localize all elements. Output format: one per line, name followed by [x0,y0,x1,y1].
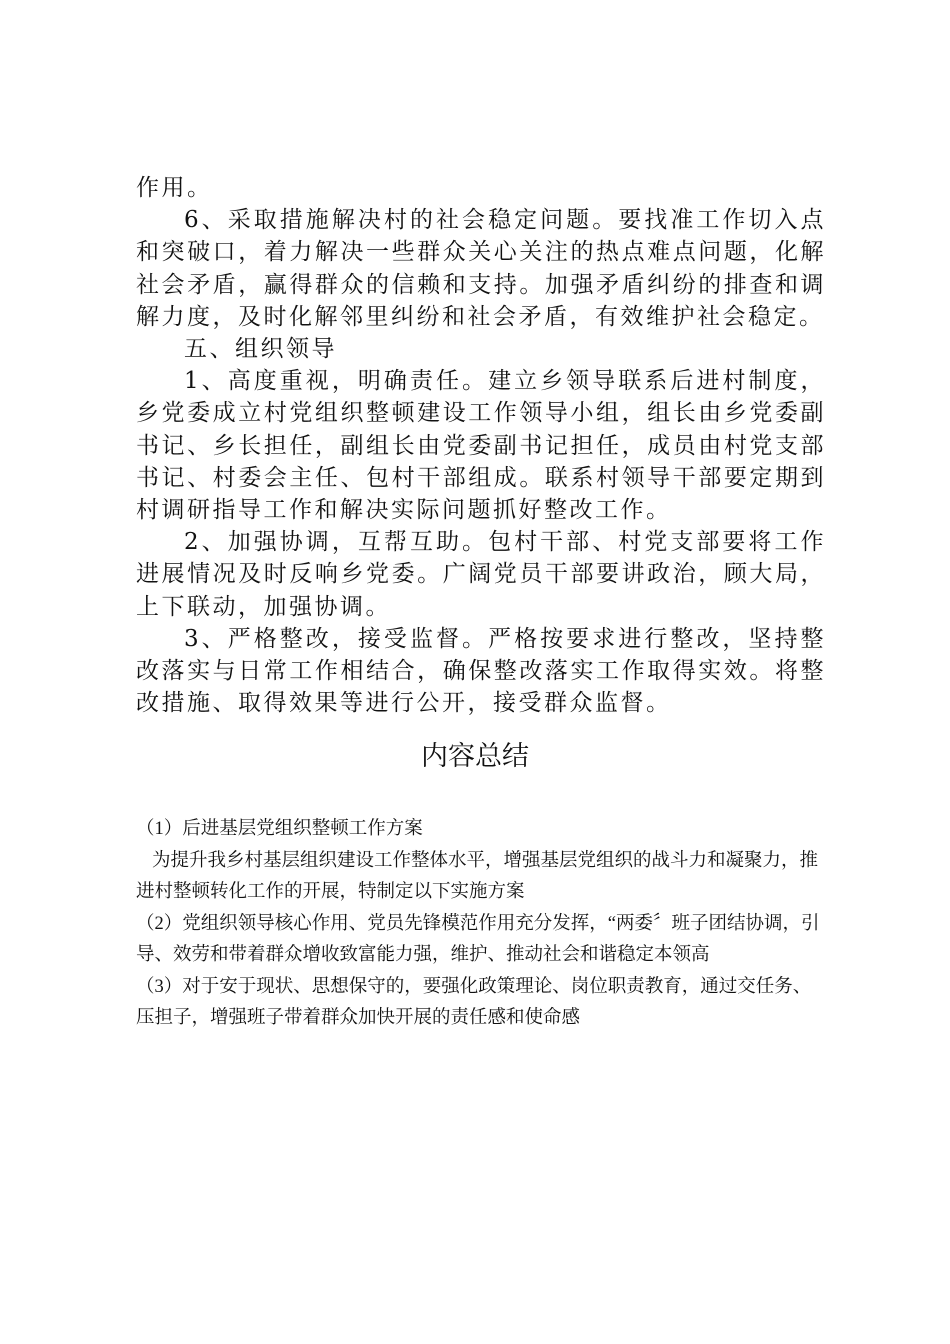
body-section [136,172,826,719]
paragraph-item-3: 3、严格整改，接受监督。严格按要求进行整改，坚持整改落实与日常工作相结合，确保整改落实工作取得实效。将整改措施、取得效果等进行公开，接受群众监督。 [136,625,826,717]
summary-item-3: （3）对于安于现状、思想保守的，要强化政策理论、岗位职责教育，通过交任务、压担子，增强班子带着群众加快开展的责任感和使命感 [136,976,812,1028]
paragraph-item-1: 1、高度重视，明确责任。建立乡领导联系后进村制度，乡党委成立村党组织整顿建设工作领导小组，组长由乡党委副书记、乡长担任，副组长由党委副书记担任，成员由村党支部书记、村委会主任、包村干部组成。联系村领导干部要定期到村调研指导工作和解决实际问题抓好整改工作。 [136,368,826,524]
summary-title: 内容总结 [421,741,529,772]
paragraph-continuation: 作用。 [136,175,213,201]
summary-item-1-text: 为提升我乡村基层组织建设工作整体水平，增强基层党组织的战斗力和凝聚力，推进村整顿转化工作的开展，特制定以下实施方案 [136,850,819,902]
paragraph-item-2: 2、加强协调，互帮互助。包村干部、村党支部要将工作进展情况及时反响乡党委。广阔党员干部要讲政治，顾大局，上下联动，加强协调。 [136,529,826,620]
paragraph-item-6: 6、采取措施解决村的社会稳定问题。要找准工作切入点和突破口，着力解决一些群众关心关注的热点难点问题，化解社会矛盾，赢得群众的信赖和支持。加强矛盾纠纷的排查和调解力度，及时化解邻里纠纷和社会矛盾，有效维护社会稳定。 [136,207,826,330]
section-heading-organization: 五、组织领导 [184,336,337,363]
summary-item-1-title: （1）后进基层党组织整顿工作方案 [136,819,423,839]
summary-section [136,814,826,1035]
summary-item-2: （2）党组织领导核心作用、党员先锋模范作用充分发挥，“两委〞班子团结协调，引导、效劳和带着群众增收致富能力强，维护、推动社会和谐稳定本领高 [136,913,820,965]
